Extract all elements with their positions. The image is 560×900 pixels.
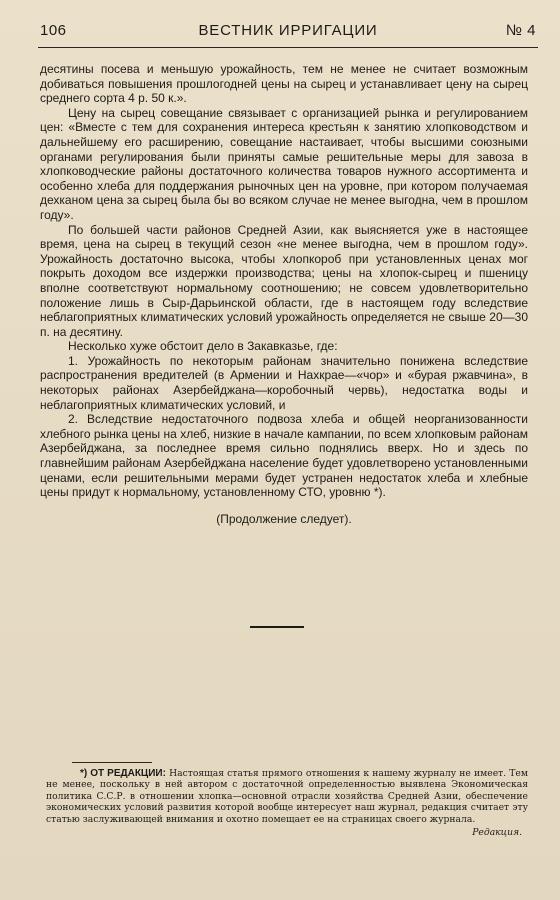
paragraph-4: Несколько хуже обстоит дело в Закавказье, где: (68, 339, 338, 354)
section-divider (250, 626, 304, 628)
continuation-note: (Продолжение следует). (216, 511, 352, 526)
paragraph-1: десятины посева и меньшую урожайность, тем не менее не считает возможным добиваться повышения прошлогодней цены на сырец и устанавливает цену на сырец среднего сорта 4 р. 50 к.». (40, 62, 528, 106)
paragraph-3: По большей части районов Средней Азии, как выясняется уже в настоящее время, цена на сырец в текущий сезон «не менее выгодна, чем в прошлом году». Урожайность достаточно высока, чтобы хлопкороб при установленных ценах мог покрыть доходом все издержки производства; цены на хлопок-сырец и пшеницу вполне соответствуют нормальному соотношению; не совсем удовлетворительно положение лишь в Сыр-Дарьинской области, где в настоящем году вследствие неблагоприятных климатических условий урожайность определяется не свыше 20—30 п. на десятину. (40, 222, 528, 339)
footnote-rule (72, 762, 152, 763)
issue-number: № 4 (505, 22, 536, 39)
editorial-footnote (46, 768, 528, 838)
header-rule (38, 47, 538, 48)
journal-title: ВЕСТНИК ИРРИГАЦИИ (198, 22, 378, 39)
list-item-2: 2. Вследствие недостаточного подвоза хлеба и общей неорганизованности хлебного рынка цены на хлеб, низкие в начале кампании, по всем хлопковым районам Азербейджана, за последнее время сильно поднялись вверх. Но и здесь по главнейшим районам Азербейджана население будет удовлетворено установленными ценами, если решительными мерами будет устранен недостаток хлеба и хлебные цены придут к нормальному, установленному СТО, уровню *). (40, 412, 528, 500)
paragraph-2: Цену на сырец совещание связывает с организацией рынка и регулированием цен: «Вместе с тем для сохранения интереса крестьян к занятию хлопководством и дальнейшему его расширению, совещание настаивает, чтобы высшими союзными органами регулирования были приняты самые решительные меры для завоза в хлопководческие районы достаточного количества товаров нужного ассортимента и особенно хлеба для поддержания рыночных цен на уровне, при котором получаемая дехканом цена за сырец была бы во всяком случае не менее выгодна, чем в прошлом году». (40, 105, 528, 222)
footnote-signature: Редакция. (472, 827, 522, 839)
page-number: 106 (40, 22, 67, 39)
list-item-1: 1. Урожайность по некоторым районам значительно понижена вследствие распространения вредителей (в Армении и Нахкрае—«чор» и «бурая ржавчина», в некоторых районах Азербейджана—коробочный червь), недостатка воды и неблагоприятных климатических условий, и (40, 353, 528, 412)
running-header (40, 22, 536, 46)
footnote-text: Настоящая статья прямого отношения к нашему журналу не имеет. Тем не менее, поскольку в ней автором с достаточной определенностью выявлена Экономическая политика С.С.Р. в отношении хлопка—основной отрасли хозяйства Средней Азии, обеспечение экономических условий развития которой вообще интересует наш журнал, редакция считает эту статью заслуживающей внимания и охотно помещает ее на страницах своего журнала. (46, 768, 529, 825)
footnote-lead: *) ОТ РЕДАКЦИИ: (80, 768, 166, 779)
article-body (40, 62, 528, 526)
